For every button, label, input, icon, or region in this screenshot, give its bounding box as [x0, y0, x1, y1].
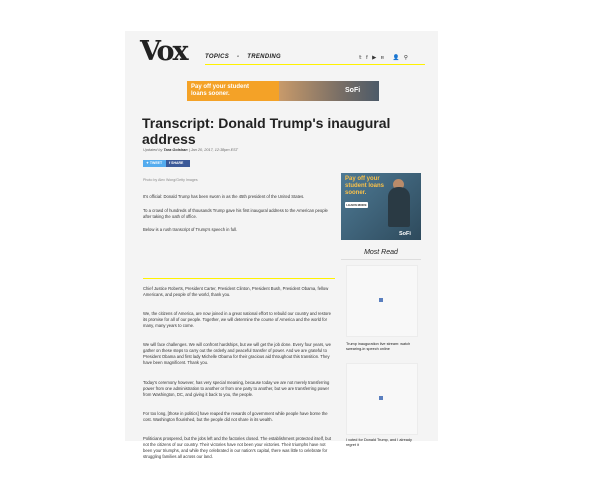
nav-trending[interactable]: TRENDING: [247, 54, 282, 60]
search-icon[interactable]: ⚲: [403, 55, 408, 61]
facebook-icon: f: [169, 161, 172, 165]
publish-date: Jan 20, 2017, 12:38pm EST: [190, 148, 239, 152]
byline: [143, 148, 238, 152]
twitter-icon[interactable]: 𝕥: [359, 55, 362, 61]
most-read-divider: [341, 259, 421, 260]
sofi-logo: SoFi: [399, 231, 411, 237]
site-header: [125, 31, 438, 71]
user-icon[interactable]: 👤: [392, 55, 400, 61]
banner-ad-line-2: loans sooner.: [191, 91, 230, 97]
tweet-label: TWEET: [149, 161, 163, 165]
broken-image-icon: [379, 396, 383, 400]
paragraph: Chief Justice Roberts, President Carter, President Clinton, President Bush, President Obama, fellow Americans, and people of the world, thank you.: [143, 286, 329, 297]
header-divider: [205, 64, 425, 65]
paragraph: We, the citizens of America, are now joined in a great national effort to rebuild our country and restore its promise for all of our people. Together, we will determine the course of America and the world for many, many years to come.: [143, 311, 331, 328]
article-page: [125, 31, 438, 459]
paragraph: It's official: Donald Trump has been sworn in as the 45th president of the United States.: [143, 194, 305, 199]
paragraph: For too long, [those in politics] have reaped the rewards of government while people have borne the cost. Washington flourished, but the people did not share in its wealth.: [143, 411, 328, 422]
most-read-headline[interactable]: Trump inauguration live stream: watch swearing-in speech online: [346, 342, 411, 351]
paragraph: Below is a rush transcript of Trump's speech in full.: [143, 227, 238, 232]
learn-more-button[interactable]: LEARN MORE: [346, 203, 367, 207]
facebook-icon[interactable]: f: [366, 55, 368, 61]
tweet-button[interactable]: [143, 160, 166, 167]
most-read-thumbnail[interactable]: [346, 265, 418, 337]
sidebar-ad[interactable]: [341, 173, 421, 240]
share-label: SHARE: [171, 161, 184, 165]
youtube-icon[interactable]: ▶: [372, 55, 377, 61]
paragraph: Today's ceremony however, has very special meaning, because today we are not merely transferring power from one administration to another or from one party to another, but we are transferring power from Washington, DC, and giving it back to you, the people.: [143, 380, 330, 397]
sidebar-ad-line-1: Pay off your: [345, 176, 380, 182]
sidebar-ad-text: [345, 176, 384, 197]
updated-label: Updated by: [143, 148, 163, 152]
most-read-headline[interactable]: I voted for Donald Trump, and I already regret it: [346, 438, 412, 447]
sofi-logo: SoFi: [345, 87, 361, 94]
twitter-icon: ✦: [146, 161, 150, 165]
sidebar-ad-line-3: sooner.: [345, 190, 367, 196]
rss-icon[interactable]: ʀ: [380, 55, 384, 61]
banner-ad-text: [191, 84, 249, 98]
broken-image-icon: [379, 298, 383, 302]
article-title: Transcript: Donald Trump's inaugural address: [142, 115, 391, 147]
photo-credit: Photo by Alex Wong/Getty Images: [143, 178, 198, 182]
banner-ad-photo: [279, 81, 379, 101]
author-link[interactable]: Tara Golshan: [163, 148, 188, 152]
primary-nav: [205, 54, 287, 60]
ad-person-body: [388, 187, 410, 227]
nav-separator: -: [237, 54, 240, 60]
banner-ad-line-1: Pay off your student: [191, 84, 250, 90]
article-divider: [143, 278, 335, 279]
nav-topics[interactable]: TOPICS: [205, 54, 230, 60]
facebook-share-button[interactable]: [166, 160, 190, 167]
paragraph: To a crowd of hundreds of thousands Trump gave his first inaugural address to the American people after taking the oath of office.: [143, 208, 328, 219]
byline-separator: |: [188, 148, 191, 152]
paragraph: We will face challenges. We will confront hardships, but we will get the job done. Every four years, we gather on these steps to carry out the orderly and peaceful transfer of power. And we are grateful to President Obama and first lady Michelle Obama for their gracious aid throughout this transition. They have been magnificent. Thank you.: [143, 342, 331, 365]
most-read-thumbnail[interactable]: [346, 363, 418, 435]
sidebar-ad-line-2: student loans: [345, 183, 385, 189]
banner-ad[interactable]: [187, 81, 379, 101]
most-read-heading: Most Read: [364, 249, 398, 256]
social-icons: [359, 55, 411, 61]
paragraph: Politicians prospered, but the jobs left and the factories closed. The establishment protected itself, but not the citizens of our country. Their victories have not been your victories. Their triumphs have not been your triumphs, and while they celebrated in our nation's capital, there was little to celebrate for struggling families all across our land.: [143, 436, 332, 459]
vox-logo[interactable]: Vox: [140, 36, 187, 67]
